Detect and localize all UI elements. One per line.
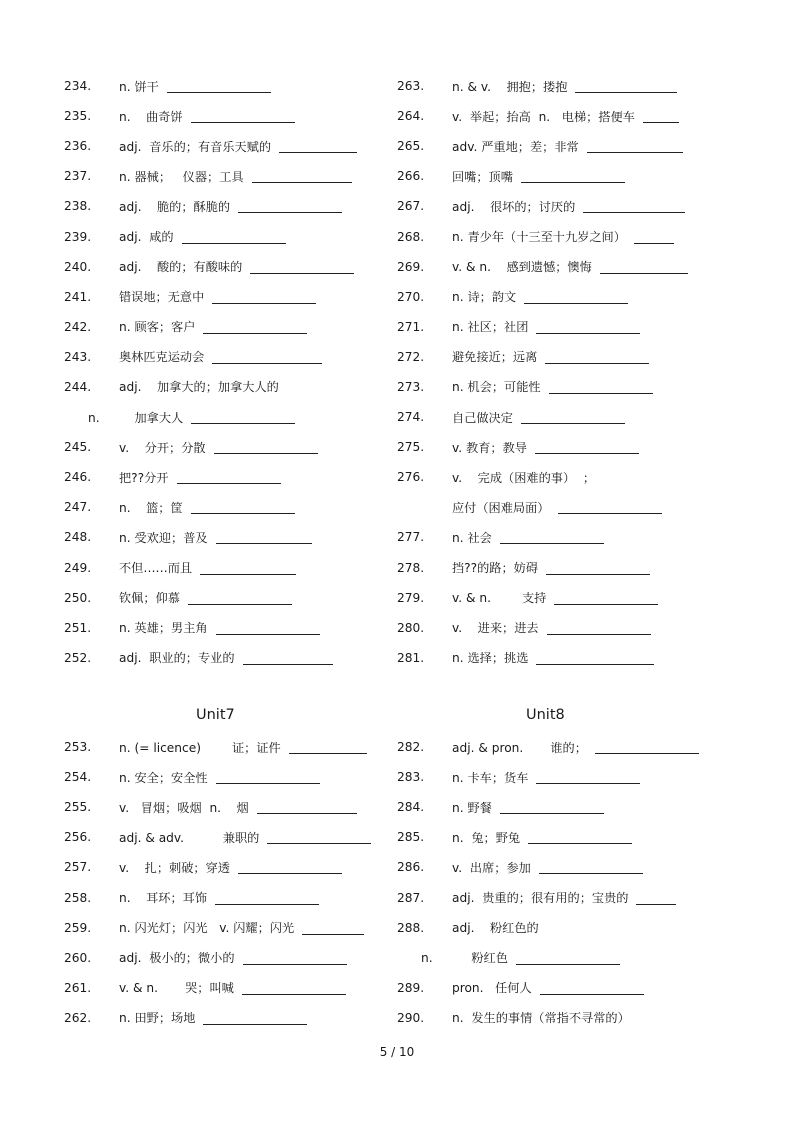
- item-number: 275.: [397, 440, 425, 455]
- page-number: 5 / 10: [379, 1045, 415, 1059]
- item-definition: v. & n. 感到遗憾；懊悔: [452, 260, 592, 275]
- vocab-item: [397, 492, 717, 522]
- unit8-heading: Unit8: [526, 707, 565, 723]
- item-number: 266.: [397, 169, 425, 184]
- item-number: 283.: [397, 770, 425, 785]
- vocab-item: [64, 71, 384, 101]
- answer-blank[interactable]: [636, 891, 676, 905]
- vocab-item: [64, 131, 384, 161]
- item-number: 246.: [64, 470, 92, 485]
- item-definition: adj. 咸的: [119, 230, 174, 245]
- column-left-lower: [64, 732, 384, 1033]
- vocab-item: [64, 583, 384, 613]
- vocab-item: [397, 762, 717, 792]
- item-number: 258.: [64, 890, 92, 905]
- item-number: 285.: [397, 830, 425, 845]
- item-definition: n. 社会: [452, 530, 492, 545]
- item-number: 276.: [397, 470, 425, 485]
- item-definition: v. 冒烟；吸烟 n. 烟: [119, 800, 249, 815]
- item-definition: 钦佩；仰慕: [119, 591, 180, 606]
- item-definition: v. 教育；教导: [452, 440, 527, 455]
- item-number: 256.: [64, 830, 92, 845]
- vocab-item: [64, 372, 384, 402]
- answer-blank[interactable]: [238, 199, 342, 213]
- item-definition: n. 曲奇饼: [119, 109, 183, 124]
- item-number: 237.: [64, 169, 92, 184]
- item-definition: v. 举起；抬高 n. 电梯；搭便车: [452, 109, 635, 124]
- item-number: 239.: [64, 229, 92, 244]
- item-definition: adj. 很坏的；讨厌的: [452, 199, 576, 214]
- vocab-item: [64, 191, 384, 221]
- answer-blank[interactable]: [643, 109, 679, 123]
- answer-blank[interactable]: [634, 230, 674, 244]
- answer-blank[interactable]: [500, 800, 604, 814]
- vocab-item: [64, 282, 384, 312]
- answer-blank[interactable]: [215, 891, 319, 905]
- item-definition: n. 兔；野兔: [452, 830, 521, 845]
- answer-blank[interactable]: [536, 770, 640, 784]
- vocab-item: [64, 943, 384, 973]
- vocab-item: [64, 252, 384, 282]
- answer-blank[interactable]: [545, 350, 649, 364]
- answer-blank[interactable]: [182, 230, 286, 244]
- item-number: 290.: [397, 1010, 425, 1025]
- item-number: 282.: [397, 740, 425, 755]
- answer-blank[interactable]: [212, 290, 316, 304]
- answer-blank[interactable]: [575, 79, 677, 93]
- vocab-item: [397, 131, 717, 161]
- item-definition: n. & v. 拥抱；搂抱: [452, 79, 568, 94]
- item-definition: 错误地；无意中: [119, 290, 205, 305]
- item-definition: 自己做决定: [452, 410, 513, 425]
- vocab-item: [397, 613, 717, 643]
- item-number: 255.: [64, 800, 92, 815]
- item-definition: adj. 酸的；有酸味的: [119, 260, 243, 275]
- answer-blank[interactable]: [250, 260, 354, 274]
- item-number: 265.: [397, 139, 425, 154]
- answer-blank[interactable]: [243, 951, 347, 965]
- vocab-item: [64, 762, 384, 792]
- item-number: 279.: [397, 590, 425, 605]
- item-definition: n. 英雄；男主角: [119, 621, 208, 636]
- vocab-item: [64, 913, 384, 943]
- unit7-heading: Unit7: [196, 707, 235, 723]
- answer-blank[interactable]: [536, 320, 640, 334]
- vocab-item: [64, 221, 384, 251]
- vocab-item: [64, 161, 384, 191]
- item-number: 261.: [64, 980, 92, 995]
- item-number: 284.: [397, 800, 425, 815]
- vocab-item: [397, 643, 717, 673]
- item-definition: n. 野餐: [452, 800, 492, 815]
- vocab-item: [397, 342, 717, 372]
- answer-blank[interactable]: [600, 260, 688, 274]
- item-definition: pron. 任何人: [452, 981, 532, 996]
- item-definition: 挡??的路；妨碍: [452, 561, 539, 576]
- answer-blank[interactable]: [521, 169, 625, 183]
- item-number: 260.: [64, 950, 92, 965]
- vocab-item: [397, 252, 717, 282]
- vocab-item: [64, 432, 384, 462]
- answer-blank[interactable]: [214, 440, 318, 454]
- answer-blank[interactable]: [595, 740, 699, 754]
- item-definition: n. 田野；场地: [119, 1011, 196, 1026]
- vocab-item: [397, 553, 717, 583]
- answer-blank[interactable]: [516, 951, 620, 965]
- answer-blank[interactable]: [302, 921, 364, 935]
- item-definition: 应付（困难局面）: [452, 500, 550, 515]
- vocab-item: [64, 492, 384, 522]
- item-definition: v. & n. 哭；叫喊: [119, 981, 234, 996]
- item-number: 249.: [64, 560, 92, 575]
- vocab-item: [64, 973, 384, 1003]
- vocab-item: [397, 792, 717, 822]
- item-definition: 回嘴；顶嘴: [452, 169, 513, 184]
- vocab-item: [64, 553, 384, 583]
- answer-blank[interactable]: [524, 290, 628, 304]
- item-definition: n. 机会；可能性: [452, 380, 541, 395]
- item-definition: 不但……而且: [119, 561, 193, 576]
- item-definition: n. 诗；韵文: [452, 290, 517, 305]
- item-number: 254.: [64, 770, 92, 785]
- item-definition: adj. 粉红色的: [452, 921, 539, 936]
- item-number: 288.: [397, 920, 425, 935]
- answer-blank[interactable]: [252, 169, 352, 183]
- item-definition: n. 选择；挑选: [452, 651, 529, 666]
- column-left-upper: [64, 71, 384, 673]
- vocab-item: [397, 522, 717, 552]
- item-number: 264.: [397, 109, 425, 124]
- item-number: 242.: [64, 319, 92, 334]
- answer-blank[interactable]: [167, 79, 271, 93]
- item-number: 251.: [64, 620, 92, 635]
- item-definition: n. 器械； 仪器；工具: [119, 169, 244, 184]
- item-definition: v. 出席；参加: [452, 860, 531, 875]
- answer-blank[interactable]: [547, 621, 651, 635]
- vocab-item: [64, 1003, 384, 1033]
- vocab-item: [64, 852, 384, 882]
- vocab-item: [397, 312, 717, 342]
- item-definition: adv. 严重地；差；非常: [452, 139, 579, 154]
- vocab-item: [397, 1003, 717, 1033]
- vocab-item: [64, 342, 384, 372]
- item-number: 287.: [397, 890, 425, 905]
- answer-blank[interactable]: [203, 320, 307, 334]
- item-number: 289.: [397, 980, 425, 995]
- vocab-item: [397, 432, 717, 462]
- answer-blank[interactable]: [539, 860, 643, 874]
- item-number: 271.: [397, 319, 425, 334]
- vocab-item: [64, 822, 384, 852]
- item-number: 244.: [64, 379, 92, 394]
- answer-blank[interactable]: [191, 109, 295, 123]
- vocab-item: [397, 943, 717, 973]
- vocab-item: [397, 852, 717, 882]
- vocab-item: [397, 913, 717, 943]
- item-number: 235.: [64, 109, 92, 124]
- vocab-item: [64, 462, 384, 492]
- item-definition: n. 耳环；耳饰: [119, 891, 208, 906]
- item-definition: adj. & pron. 谁的；: [452, 740, 587, 755]
- answer-blank[interactable]: [289, 740, 367, 754]
- item-definition: n. 粉红色: [421, 951, 508, 966]
- vocab-item: [397, 71, 717, 101]
- item-definition: adj. 职业的；专业的: [119, 651, 235, 666]
- answer-blank[interactable]: [546, 561, 650, 575]
- item-number: 240.: [64, 259, 92, 274]
- vocab-item: [397, 583, 717, 613]
- item-number: 259.: [64, 920, 92, 935]
- item-definition: adj. 加拿大的；加拿大人的: [119, 380, 279, 395]
- vocab-item: [64, 522, 384, 552]
- answer-blank[interactable]: [257, 800, 357, 814]
- item-definition: v. & n. 支持: [452, 591, 547, 606]
- answer-blank[interactable]: [549, 380, 653, 394]
- answer-blank[interactable]: [238, 860, 342, 874]
- answer-blank[interactable]: [540, 981, 644, 995]
- vocab-item: [64, 882, 384, 912]
- vocab-item: [397, 101, 717, 131]
- item-definition: n. 青少年（十三至十九岁之间）: [452, 230, 626, 245]
- vocab-item: [64, 402, 384, 432]
- vocab-item: [397, 282, 717, 312]
- vocab-item: [64, 101, 384, 131]
- item-number: 243.: [64, 349, 92, 364]
- column-right-upper: [397, 71, 717, 673]
- item-definition: 避免接近；远离: [452, 350, 538, 365]
- item-definition: v. 扎；刺破；穿透: [119, 860, 230, 875]
- answer-blank[interactable]: [191, 500, 295, 514]
- item-definition: n. 安全；安全性: [119, 770, 208, 785]
- answer-blank[interactable]: [216, 530, 312, 544]
- item-definition: v. 完成（困难的事） ；: [452, 470, 596, 485]
- vocab-item: [64, 613, 384, 643]
- vocab-item: [397, 732, 717, 762]
- item-definition: adj. 脆的；酥脆的: [119, 199, 231, 214]
- item-definition: 奥林匹克运动会: [119, 350, 205, 365]
- answer-blank[interactable]: [583, 199, 685, 213]
- answer-blank[interactable]: [243, 651, 333, 665]
- answer-blank[interactable]: [216, 770, 320, 784]
- item-definition: n. (= licence) 证；证件: [119, 740, 281, 755]
- item-number: 286.: [397, 860, 425, 875]
- item-definition: n. 顾客；客户: [119, 320, 196, 335]
- answer-blank[interactable]: [587, 139, 683, 153]
- item-definition: n. 社区；社团: [452, 320, 529, 335]
- item-number: 247.: [64, 500, 92, 515]
- item-number: 252.: [64, 650, 92, 665]
- item-definition: adj. 音乐的；有音乐天赋的: [119, 139, 272, 154]
- item-definition: n. 加拿大人: [88, 410, 184, 425]
- vocab-item: [397, 822, 717, 852]
- answer-blank[interactable]: [212, 350, 322, 364]
- item-definition: adj. & adv. 兼职的: [119, 830, 260, 845]
- item-number: 250.: [64, 590, 92, 605]
- item-definition: n. 卡车；货车: [452, 770, 529, 785]
- answer-blank[interactable]: [203, 1011, 307, 1025]
- vocab-item: [397, 161, 717, 191]
- item-number: 234.: [64, 79, 92, 94]
- item-number: 281.: [397, 650, 425, 665]
- vocab-item: [397, 221, 717, 251]
- item-number: 270.: [397, 289, 425, 304]
- vocab-item: [397, 973, 717, 1003]
- item-definition: 把??分开: [119, 470, 169, 485]
- item-number: 280.: [397, 620, 425, 635]
- answer-blank[interactable]: [279, 139, 357, 153]
- item-definition: v. 进来；进去: [452, 621, 539, 636]
- item-number: 267.: [397, 199, 425, 214]
- item-number: 278.: [397, 560, 425, 575]
- vocab-item: [397, 372, 717, 402]
- item-definition: n. 受欢迎；普及: [119, 530, 208, 545]
- item-number: 236.: [64, 139, 92, 154]
- answer-blank[interactable]: [558, 500, 662, 514]
- answer-blank[interactable]: [500, 530, 604, 544]
- item-definition: n. 闪光灯；闪光 v. 闪耀；闪光: [119, 921, 295, 936]
- vocab-item: [64, 312, 384, 342]
- vocab-item: [397, 882, 717, 912]
- item-number: 268.: [397, 229, 425, 244]
- vocab-item: [397, 402, 717, 432]
- item-number: 274.: [397, 410, 425, 425]
- answer-blank[interactable]: [535, 440, 639, 454]
- item-number: 238.: [64, 199, 92, 214]
- vocab-item: [64, 732, 384, 762]
- answer-blank[interactable]: [216, 621, 320, 635]
- answer-blank[interactable]: [528, 830, 632, 844]
- answer-blank[interactable]: [191, 410, 295, 424]
- item-number: 273.: [397, 379, 425, 394]
- item-number: 257.: [64, 860, 92, 875]
- column-right-lower: [397, 732, 717, 1033]
- answer-blank[interactable]: [188, 591, 292, 605]
- vocab-item: [64, 643, 384, 673]
- item-number: 241.: [64, 289, 92, 304]
- item-definition: v. 分开；分散: [119, 440, 206, 455]
- item-number: 245.: [64, 440, 92, 455]
- item-definition: n. 发生的事情（常指不寻常的）: [452, 1011, 630, 1026]
- item-number: 272.: [397, 349, 425, 364]
- item-number: 262.: [64, 1010, 92, 1025]
- item-definition: adj. 极小的；微小的: [119, 951, 235, 966]
- item-definition: n. 篮；筐: [119, 500, 183, 515]
- item-number: 277.: [397, 530, 425, 545]
- item-definition: n. 饼干: [119, 79, 159, 94]
- item-number: 263.: [397, 79, 425, 94]
- answer-blank[interactable]: [521, 410, 625, 424]
- answer-blank[interactable]: [267, 830, 371, 844]
- item-number: 248.: [64, 530, 92, 545]
- vocab-item: [64, 792, 384, 822]
- item-number: 253.: [64, 740, 92, 755]
- item-number: 269.: [397, 259, 425, 274]
- answer-blank[interactable]: [177, 470, 281, 484]
- answer-blank[interactable]: [200, 561, 296, 575]
- vocab-item: [397, 191, 717, 221]
- item-definition: adj. 贵重的；很有用的；宝贵的: [452, 891, 629, 906]
- vocab-item: [397, 462, 717, 492]
- answer-blank[interactable]: [536, 651, 654, 665]
- answer-blank[interactable]: [242, 981, 346, 995]
- answer-blank[interactable]: [554, 591, 658, 605]
